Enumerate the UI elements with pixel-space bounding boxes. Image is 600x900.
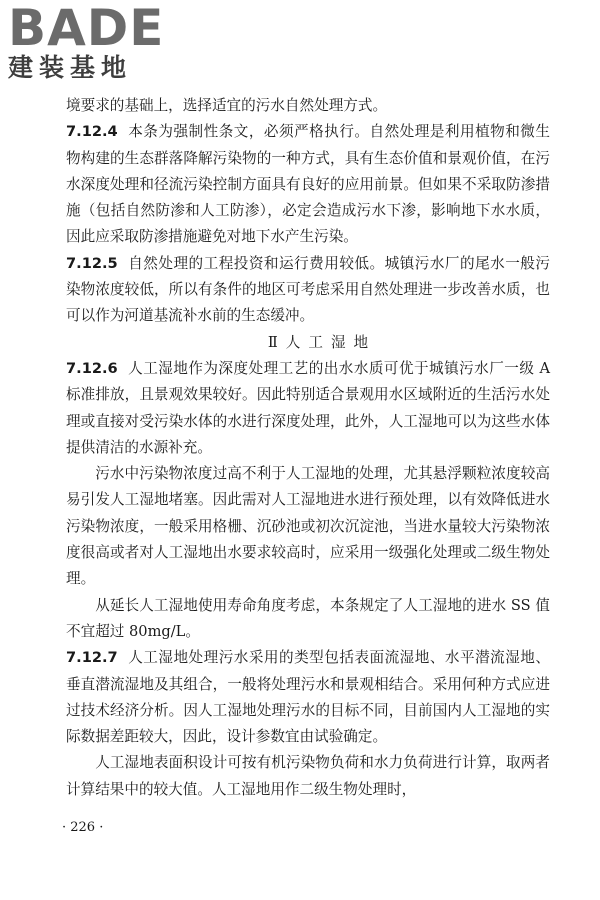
section-title: 人工湿地: [285, 333, 377, 351]
clause-number: 7.12.6: [66, 359, 118, 377]
clause-7-12-5: [66, 251, 550, 330]
section-heading: [66, 330, 550, 356]
paragraph: [66, 461, 550, 592]
page-number: · 226 ·: [62, 820, 104, 835]
paragraph-text: 人工湿地表面积设计可按有机污染物负荷和水力负荷进行计算，取两者计算结果中的较大值。人工湿地用作二级生物处理时，: [66, 754, 550, 798]
paragraph-text: 本条为强制性条文，必须严格执行。自然处理是利用植物和微生物构建的生态群落降解污染物的一种方式，具有生态价值和景观价值，在污水深度处理和径流污染控制方面具有良好的应用前景。但如果不采取防渗措施（包括自然防渗和人工防渗），必定会造成污水下渗，影响地下水水质，因此应采取防渗措施避免对地下水产生污染。: [66, 123, 550, 246]
clause-number: 7.12.4: [66, 123, 118, 141]
logo-mark: BADE: [8, 0, 165, 57]
paragraph-continued: [66, 93, 550, 119]
paragraph-text: 污水中污染物浓度过高不利于人工湿地的处理，尤其悬浮颗粒浓度较高易引发人工湿地堵塞。因此需对人工湿地进水进行预处理，以有效降低进水污染物浓度，一般采用格栅、沉砂池或初次沉淀池，当进水量较大污染物浓度很高或者对人工湿地出水要求较高时，应采用一级强化处理或二级生物处理。: [66, 465, 550, 588]
paragraph-text: 人工湿地作为深度处理工艺的出水水质可优于城镇污水厂一级 A 标准排放，且景观效果较好。因此特别适合景观用水区域附近的生活污水处理或直接对受污染水体的水进行深度处理，此外，人工湿地可以为这些水体提供清洁的水源补充。: [66, 359, 550, 456]
paragraph-text: 人工湿地处理污水采用的类型包括表面流湿地、水平潜流湿地、垂直潜流湿地及其组合，一般将处理污水和景观相结合。采用何种方式应进过技术经济分析。因人工湿地处理污水的目标不同，目前国内人工湿地的实际数据差距较大，因此，设计参数宜由试验确定。: [66, 649, 550, 746]
page-body: [66, 93, 550, 803]
clause-7-12-4: [66, 119, 550, 250]
clause-number: 7.12.5: [66, 254, 118, 272]
paragraph-text: 自然处理的工程投资和运行费用较低。城镇污水厂的尾水一般污染物浓度较低，所以有条件的地区可考虑采用自然处理进一步改善水质，也可以作为河道基流补水前的生态缓冲。: [66, 254, 550, 325]
paragraph-text: 从延长人工湿地使用寿命角度考虑，本条规定了人工湿地的进水 SS 值不宜超过 80mg/L。: [66, 596, 550, 640]
clause-7-12-6: [66, 356, 550, 461]
paragraph-text: 境要求的基础上，选择适宜的污水自然处理方式。: [66, 97, 388, 114]
clause-number: 7.12.7: [66, 649, 118, 667]
paragraph: [66, 593, 550, 646]
clause-7-12-7: [66, 645, 550, 750]
logo-subtitle: 建装基地: [8, 53, 133, 82]
section-number: Ⅱ: [267, 333, 278, 351]
logo: [8, 0, 176, 82]
paragraph: [66, 750, 550, 803]
